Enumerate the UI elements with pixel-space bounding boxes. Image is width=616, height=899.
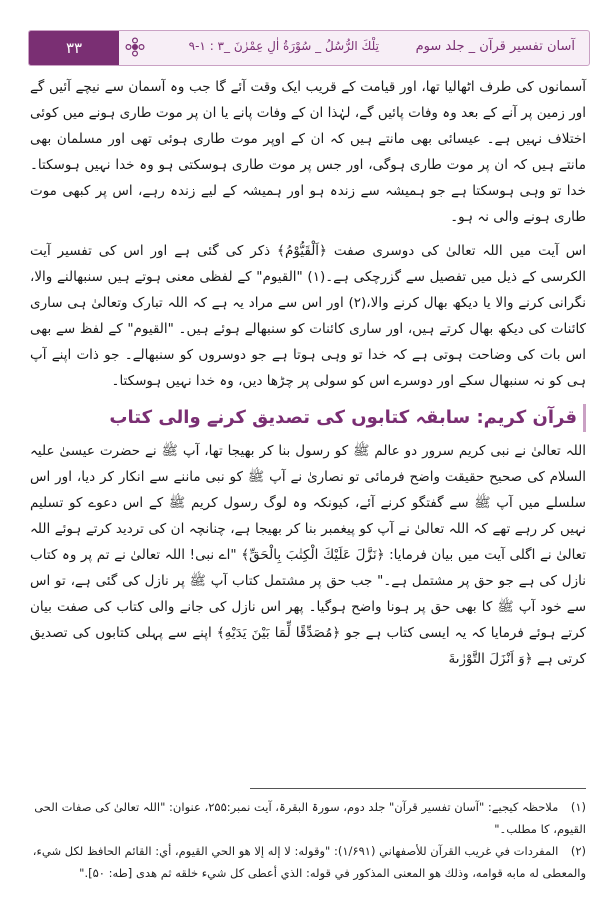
footnote-text: المفردات في غريب القرآن للأصفهاني (۱/۶۹۱): "وقوله: لا إله إلا هو الحي القيوم، أي: القائم الحافظ لكل شيء، والمعطى له مابه قوامه، وذلك هو المعنى المذكور في قوله: الذي أعطى كل شيء خلقه ثم هدى [طه: ۵۰]." — [32, 844, 586, 880]
surah-reference: تِلْكَ الرُّسُلُ _ سُوْرَةُ اٰلِ عِمْرٰنَ _۳ : ۱-۹ — [188, 39, 379, 53]
footnote-text: ملاحظہ کیجیے: "آسان تفسیر قرآن" جلد دوم، سورۃ البقرۃ، آیت نمبر:۲۵۵، عنوان: "اللہ تعالیٰ کی صفات الحی القیوم، کا مطلب۔" — [34, 800, 586, 836]
flower-ornament-icon — [125, 37, 145, 57]
footnotes — [30, 796, 586, 884]
page-number: ۳۳ — [29, 31, 119, 65]
footnote — [30, 840, 586, 884]
footnote-divider — [250, 788, 586, 789]
paragraph: اس آیت میں اللہ تعالیٰ کی دوسری صفت ﴿اَلْقَیُّوْمُ﴾ ذکر کی گئی ہے اور اس کی تفسیر آیت الکرسی کے ذیل میں تفصیل سے گزرچکی ہے۔(۱) "القیوم" کے لفظی معنی ہوتے ہیں سنبھالنے والا، نگرانی کرنے والا یا دیکھ بھال کرنے والا،(۲) اور اس سے مراد یہ ہے کہ اللہ تبارک وتعالیٰ ہی ساری کائنات کی دیکھ بھال کرتے ہیں، اور ساری کائنات کو سنبھالے ہوئے ہیں۔ "القیوم" کے لفظ سے بھی اس بات کی وضاحت ہوتی ہے کہ خدا تو وہی ہوتا ہے جو دوسروں کو سنبھالے۔ جو ذات اپنے آپ ہی کو نہ سنبھال سکے اور دوسرے اس کو سولی پر چڑھا دیں، وہ خدا نہیں ہوسکتا۔ — [30, 243, 586, 389]
footnote-number: (۱) — [570, 800, 586, 814]
footnote-number: (۲) — [570, 844, 586, 858]
page-header — [28, 30, 590, 66]
paragraph: اللہ تعالیٰ نے نبی کریم سرور دو عالم ﷺ کو رسول بنا کر بھیجا تھا، آپ ﷺ نے حضرت عیسیٰ علیہ السلام کی صحیح حقیقت واضح فرمائی تو نصاریٰ نے آپ ﷺ کو نبی ماننے سے انکار کر دیا، اور اس سلسلے میں آپ ﷺ سے گفتگو کرنے آئے، کیونکہ وہ لوگ رسول کریم ﷺ کے اس دعوے کو تسلیم نہیں کر رہے تھے کہ اللہ تعالیٰ نے آپ کو پیغمبر بنا کر بھیجا ہے، چنانچہ ان کی تردید کرتے ہوئے اللہ تعالیٰ نے اگلی آیت میں بیان فرمایا: ﴿نَزَّلَ عَلَيْكَ الْكِتٰبَ بِالْحَقِّ﴾ "اے نبی! اللہ تعالیٰ نے تم پر وہ کتاب نازل کی ہے جو حق پر مشتمل ہے۔" جب حق پر مشتمل کتاب آپ ﷺ پر نازل کی گئی ہے، تو اس سے خود آپ ﷺ کا بھی حق پر ہونا واضح ہوگیا۔ پھر اس نازل کی جانے والی کتاب کی صفت بیان کرتے ہوئے فرمایا کہ یہ ایسی کتاب ہے جو ﴿مُصَدِّقًا لِّمَا بَیْنَ یَدَیْهِ﴾ اپنے سے پہلی کتابوں کی تصدیق کرتی ہے ﴿وَ اَنْزَلَ التَّوْرٰىةَ — [30, 443, 586, 667]
footnote — [30, 796, 586, 840]
paragraph: آسمانوں کی طرف اٹھالیا تھا، اور قیامت کے قریب ایک وقت آئے گا جب وہ آسمان سے نیچے آئیں گے اور زمین پر آنے کے بعد وہ وفات پائیں گے، لہٰذا ان کے وفات پانے یا ان پر موت طاری ہونے میں کوئی اختلاف نہیں ہے۔ عیسائی بھی مانتے ہیں کہ ان کے اوپر موت طاری ہوئی تھی اور مسلمان بھی مانتے ہیں کہ ان پر موت طاری ہوگی، اور جس پر موت طاری ہوسکتی ہو وہ خدا نہیں ہوسکتا۔ خدا تو وہی ہوسکتا ہے جو ہمیشہ سے زندہ ہو اور ہمیشہ کے لیے زندہ رہے، اس پر کبھی موت طاری ہونے والی نہ ہو۔ — [30, 79, 586, 225]
section-heading: قرآن کریم: سابقہ کتابوں کی تصدیق کرنے والی کتاب — [30, 404, 586, 432]
book-title: آسان تفسیر قرآن _ جلد سوم — [415, 39, 575, 54]
main-text — [30, 74, 586, 680]
